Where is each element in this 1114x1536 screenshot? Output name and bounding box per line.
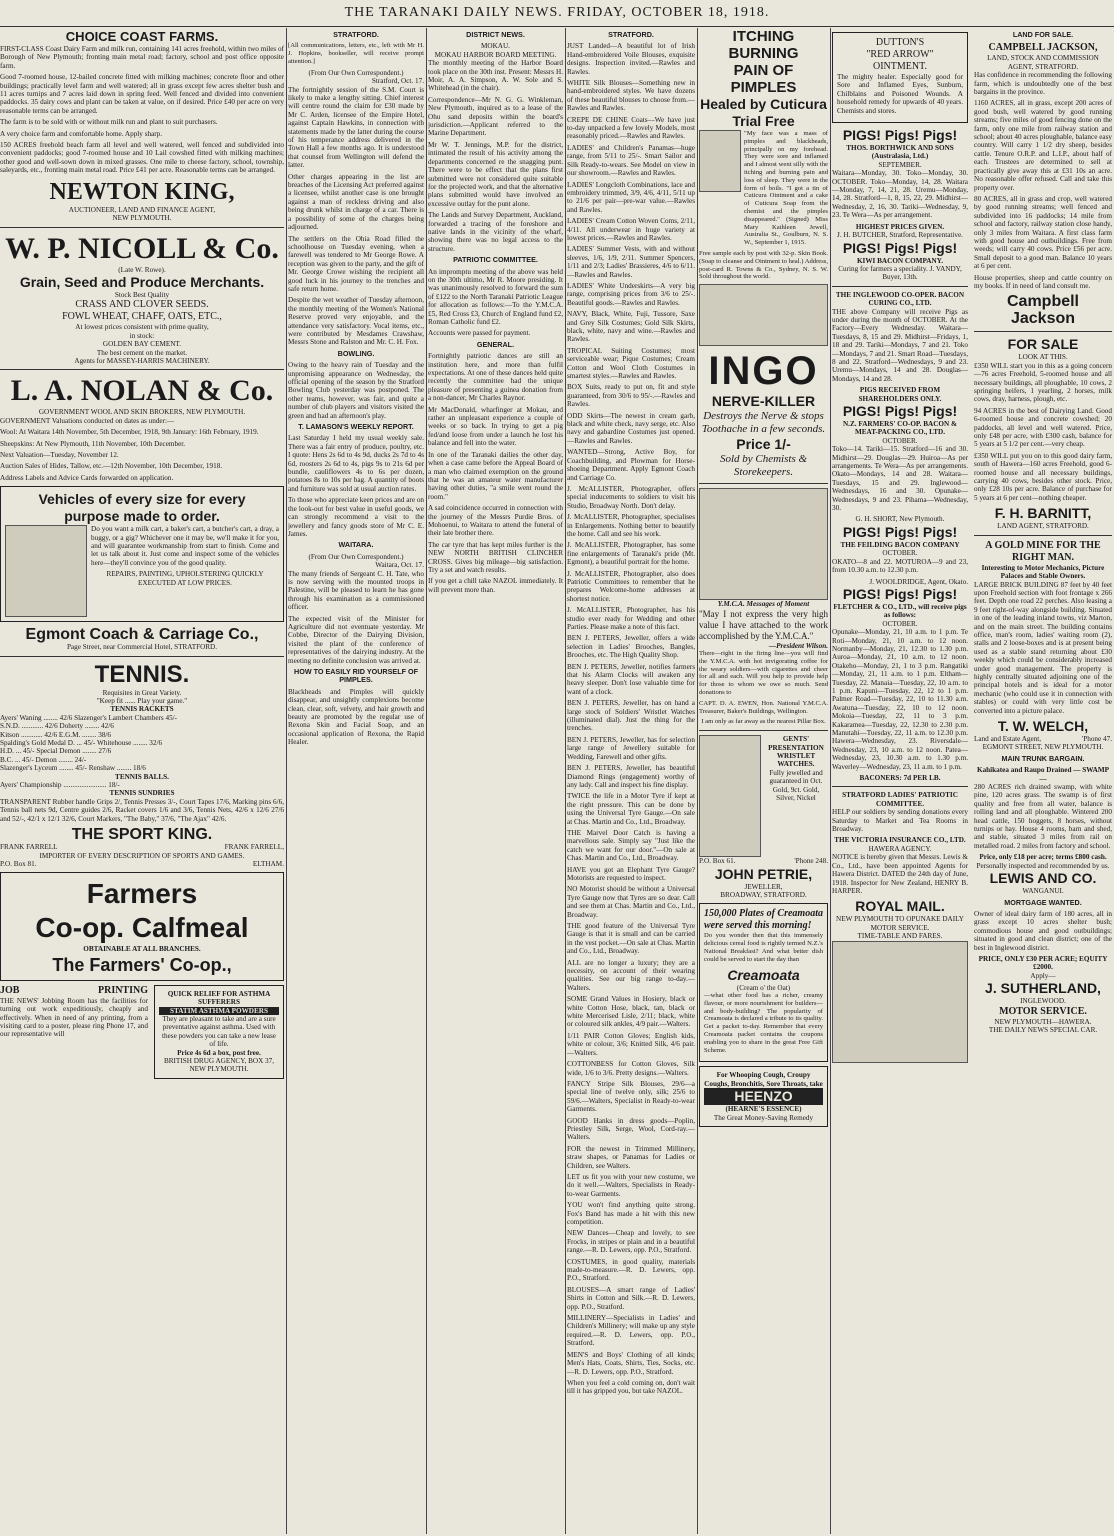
mortgage-price: PRICE, ONLY £30 PER ACRE; EQUITY £2000. [978,954,1108,972]
paragraph: 280 ACRES rich drained swamp, with white pine, 120 acres grass. The swamp is of first quality and free from all water, balance is rolling land and all ploughable. Wintered 200 head cattle, 150 hoggets, 8 horses, without turnips or hay. House 4 rooms, barn and shed, and stable, situated 3 miles from rail on metalled road. 2 miles from factory and school. [974,783,1112,850]
column-rule [426,28,427,1534]
paragraph: Wool: At Waitara 14th November, 5th December, 1918, 9th January: 16th February, 1919. [0,428,259,437]
petrie-name: JOHN PETRIE, [714,865,813,882]
dutton-line: OINTMENT. [873,61,927,72]
feilding-name: THE FEILDING BACON COMPANY [840,540,960,549]
tennis-row: B.C. ... 45/- Demon ........ 24/- [0,755,87,764]
sport-left: FRANK FARRELL [0,843,58,852]
welch-name: T. W. WELCH, [997,718,1089,734]
royal-mail: ROYAL MAIL. [855,898,945,915]
lewis-name: LEWIS AND CO. [989,870,1097,887]
small-ad: NEW Dances—Cheap and lovely, to see Frocks, in stripes or plain and in a beautiful range.—R. D. Lewers, opp. P.O., Stratford. [567,1229,695,1255]
section-heading: GENERAL. [476,339,515,349]
paragraph: Owner of ideal dairy farm of 180 acres, all in grass except 10 acres shelter bush; commodious house and good outbuildings; situated in good and clean district; one of the best in Inglewood district. [974,909,1112,952]
ladies-name: STRATFORD LADIES' PATRIOTIC COMMITTEE. [842,791,958,808]
nicoll-line: Stock Best Quality [114,290,170,299]
petrie-phone: 'Phone 248. [794,857,828,866]
newton-king-town: NEW PLYMOUTH. [112,214,172,223]
small-ad: THE Marvel Door Catch is having a marvellous sale. Simply say "Just like the catch we want for our door."—On sale at Chas. Martin and Co., Ltd., Broadway. [567,828,695,863]
asthma-ad [154,985,284,1079]
paragraph: Mr W. T. Jennings, M.P. for the district, intimated the result of his activity among the departments concerned re the snagging punt. There were to be effect that the plans first submitted were not considered quite suitable for the projected work, and that the alternative plans submitted would have involved an excessive outlay for the punt alone. [428,140,563,208]
gold-mine-sub: Interesting to Motor Mechanics, Picture Palaces and Stable Owners. [981,563,1105,581]
divider [974,331,1112,332]
tennis-row: Slazenger's Lyceum ........ 45/- Renshaw ........ 18/6 [0,764,146,773]
small-ad: TROPICAL Suiting Costumes; most serviceable wear; Pique Costumes; Cream Cotton and Wool Cloth Costumes in smartest styles.—Rawles and Rawles. [567,346,695,381]
paragraph: There—right in the firing line—you will find the Y.M.C.A. with hot invigorating coffee for the weary soldiers—with cigarettes and cheer for all and each. Will you help to provide help for those to whom we owe so much. Send donations to [699,649,828,696]
nz-farmers-name: N.Z. FARMERS' CO-OP. BACON & MEAT-PACKING CO., LTD. [842,420,957,437]
paragraph: Waitara—Monday, 30. Toko—Monday, 30. OCTOBER. Toko—Monday, 14, 28. Waitara—Monday, 7, 14, 21, 28. Uremu—Monday, 14, 28. Stratford—1, 8, 15, 22, 29. Midhirst—Wednesday, 2, 16, 30. Tariki—Wednesday, 9, 23. Te Wera—As per arrangement. [832,169,968,220]
paragraph: £350 WILL start you in this as a going concern—76 acres Freehold, 5-roomed house and all necessary buildings, all ploughable, 10 cows, 2 springing heifers, 1 yearling, 2 horses, milk cows, dray, harness, plough, etc. [974,361,1112,404]
ingo-sold: Sold by Chemists & Storekeepers. [719,453,808,479]
paragraph: Blackheads and Pimples will quickly disappear, and unsightly complexions become clean, clear, soft, velvety, and hair growth and beauty are promoted by the regular use of Rexona Skin and Facial Soap, and an occasional application of Rexona, the Rapid Healer. [288,687,424,747]
paragraph: The farm is to be sold with or without milk run and plant to suit purchasers. [0,118,218,127]
paragraph: —what other food has a richer, creamy flavour, or more nourishment for builders—and body-building? The popularity of Creamoata is declared a tribute to its quality. Get a packet to-day. Remember that every Creamoata packet contains the coupons enabling you to share in the great Free Gift Scheme. [704,991,823,1054]
sport-king: THE SPORT KING. [71,826,213,844]
small-ad: WANTED—Strong, Active Boy, for Coachbuilding, and Plowman for Horse-shoeing Department. Apply Egmont Coach and Carriage Co. [567,448,695,482]
motor-line: THE DAILY NEWS SPECIAL CAR. [988,1025,1098,1034]
asthma-line: QUICK RELIEF FOR ASTHMA SUFFERERS [167,989,271,1007]
paragraph: Accounts were passed for payment. [428,329,531,338]
cj-name: CAMPBELL JACKSON, [988,42,1098,54]
victoria-line: HAWERA AGENCY. [868,844,932,853]
small-ad: LADIES' Cream Cotton Woven Coms, 2/11, 4/11. All underwear in huge variety at lowest prices.—Rawles and Rawles. [567,217,695,242]
asthma-line: BRITISH DRUG AGENCY, BOX 37, NEW PLYMOUTH. [163,1056,275,1074]
vehicles-title: Vehicles of every size for every [38,491,246,508]
divider [0,369,284,370]
small-ad: MEN'S and Boys' Clothing of all kinds; Men's Hats, Coats, Shirts, Ties, Socks, etc.—R. D. Lewers, opp. P.O., Stratford. [567,1350,695,1376]
tennis-row: Kitson ............ 42/6 E.G.M. ........ 38/6 [0,730,112,739]
creamoata-ad [699,903,828,1062]
trunk-heading: MAIN TRUNK BARGAIN. [1001,753,1085,763]
heenzo-line: The Great Money-Saving Remedy [713,1113,814,1122]
cuticura-headline: ITCHING BURNING [728,28,799,62]
small-ad: LADIES' and Children's Panamas—huge range, from 5/11 to 25/-. Smart Sailor and Silk Ready-to-wears. See Model on view in our showroom.—Rawles and Rawles. [567,143,695,178]
pigs-heading: PIGS! Pigs! Pigs! [842,403,958,419]
column-6 [832,28,1112,1534]
paragraph: Last Saturday I held my usual weekly sale. There was a fair entry of produce, poultry, etc. I quote: Hens 2s 6d to 4s 9d, ducks 2s 7d to 4s 6d, roosters 2s 6d to 4s, pigs 9s to 21s 6d per bundle, cauliflowers 4s to 6s per dozen, potatoes 8s to 10s per bag. A quantity of boots and furniture was sold at usual auction rates. [288,434,424,493]
paragraph: The fortnightly session of the S.M. Court is likely to make a lengthy sitting. Chief interest will centre round the claim for £30 made by Mr C. Arden, licensee of the Empire Hotel, against Captain Hawkins, in connection with statements made by the latter during the course of his temperance address delivered in the Town Hall a few months ago. It is understood that counsel from Wellington will defend the latter. [288,85,424,170]
paragraph: 150 ACRES freehold beach farm all level and well watered, well fenced and subdivided into convenient paddocks; good 7-roomed house and 10 Lail cowshed fitted with milking machines; other good and well-sown down in mixed grasses. One mile to cheese factory, school, township, saleyards, etc., fronting main metal road. Price £41 per acre. Reasonable terms can be arranged. [0,141,284,175]
section-heading: BOWLING. [337,348,375,358]
land-heading: LAND FOR SALE. [1012,30,1074,39]
divider [832,786,968,787]
cj-sub: LAND, STOCK AND COMMISSION AGENT, STRATFORD. [987,54,1099,71]
small-ad: J. McALLISTER, Photographer, offers special inducements to soldiers to visit his Studio, Broadway North. Don't delay. [567,484,695,510]
victoria-name: THE VICTORIA INSURANCE CO., LTD. [834,836,966,845]
nicoll-name: W. P. NICOLL & Co. [5,231,279,265]
sport-imp: IMPORTER OF EVERY DESCRIPTION OF SPORTS AND GAMES. [39,851,245,860]
subheading: MOKAU. [481,42,510,51]
small-ad: NAVY, Black, White, Fuji, Tussore, Saxe and Grey Silk Costumes; Gold Silk Skirts, black, white, navy and wine.—Rawles and Rawles. [567,310,695,344]
nicoll-line: The best cement on the market. [96,348,188,357]
paragraph: HELP our soldiers by sending donations every Saturday to Market and Tea Rooms in Broadway. [832,808,968,834]
section-heading: WAITARA. [338,540,374,550]
divider [974,535,1112,536]
small-ad: BEN J. PETERS, Jeweller, has on hand a large stock of Soldiers' Wristlet Watches (illuminated dial). Just the thing for the trenches. [567,699,695,733]
paragraph: THE above Company will receive Pigs as under during the month of OCTOBER. At the Factory—Every Wednesday. Waitara—Tuesdays, 8, 15 and 29. Midhirst—Fridays, 1, 18 and 29. Tariki—Mondays, 7 and 21. Toko—Mondays, 7 and 21. Smart Road—Tuesdays, 8 and 22. Stratford—Wednesdays, 9 and 23. Uremu—Mondays, 14 and 28. Douglas—Mondays, 14 and 28. [832,307,968,383]
borthwick-month: SEPTEMBER. [878,160,922,169]
tennis-row: Spalding's Gold Medal D. ... 45/- Whitehouse ........ 32/6 [0,739,163,748]
small-ad: BEN J. PETERS, Jeweller, notifies farmers that his Alarm Clocks will awaken any heavy sleeper. Don't lose valuable time for want of a clock. [567,662,695,696]
paragraph: Has confidence in recommending the following farm, which is undoubtedly one of the best bargains in the province. [974,71,1112,97]
paragraph: Next Valuation—Tuesday, November 12. [0,450,119,459]
royal-mail-line: NEW PLYMOUTH TO OPUNAKE DAILY MOTOR SERVICE. [836,915,964,932]
section-heading: STRATFORD. [333,30,379,39]
petrie-line: Fully jewelled and guaranteed in Oct. Gold, 9ct. Gold, Silver, Nickel [769,768,823,802]
dutton-line: DUTTON'S [875,37,925,48]
tennis-sundries: TENNIS SUNDRIES [109,789,175,798]
nicoll-sub: (Late W. Rowe). [118,265,166,274]
small-ad: YOU won't find anything quite strong. Fox's Band has made a hit with this new competition. [567,1201,695,1226]
small-ad: THE good feature of the Universal Tyre Gauge is that it is small and can be carried in the vest pocket.—On sale at Chas. Martin and Co., Ltd., Broadway. [567,922,695,956]
small-ad: FOR the newest in Trimmed Millinery, straw shapes, or Panamas for Ladies or Children, see Walters. [567,1144,695,1170]
cuticura-headline: Healed by Cuticura [700,96,827,112]
timetable-table [832,941,968,1063]
heenzo-ad [699,1066,828,1127]
paragraph: The many friends of Sergeant C. H. Tate, who is now serving with the mounted troops in Palestine, will be pleased to learn he has gone through his examination as a commissioned officer. [288,569,424,612]
paragraph: NOTICE is hereby given that Messrs. Lewis & Co., Ltd., have been appointed Agents for Hawera District. DATED the 24th day of June, 1918. Inspector for New Zealand, HENRY B. HARPER. [832,853,968,895]
mortgage-heading: MORTGAGE WANTED. [1004,897,1082,907]
small-ad: LET us fit you with your new costume, we do it well.—Walters, Specialists in Ready-to-wear Garments. [567,1172,695,1198]
small-ad: J. McALLISTER, Photographer, has his studio ever ready for Wedding and other Parties. Please make a note of this fact. [567,606,695,631]
paragraph: LARGE BRICK BUILDING 87 feet by 40 feet upon Freehold section with foot frontage x 266 feet. Depth one road 22 perches. Also leasing a 9 feet right-of-way alongside building. Situated in one of the leading inland towns, viz Marton, and on the main street. The building contains office, man's room, ladies' waiting room (2), stalls and 2 loose-boxes and is at present being used as a stable stand returning about £30 weekly which could be considerably increased under good management. The property is highly centrally situated adjoining one of the principal hotels and is ideal for a motor mechanic (who could use it in connection with stables) or could with very little cost be converted into a picture palace. [974,580,1112,715]
subheading: MOKAU HARBOR BOARD MEETING. [434,50,557,59]
byline: (From Our Own Correspondent.) [308,68,404,77]
kahikatea-price: Price, only £18 per acre; terms £800 cash. [979,853,1107,862]
inglewood-line: PIGS RECEIVED FROM SHAREHOLDERS ONLY. [858,386,942,403]
small-ad: BEN J. PETERS, Jeweller, has beautiful Diamond Rings (engagement) worthy of any lady. Call and inspect his fine display. [567,764,695,789]
column-5 [699,28,828,1534]
pigs-heading: PIGS! Pigs! Pigs! [842,127,958,144]
paragraph: Do you want a milk cart, a baker's cart, a butcher's cart, a dray, a buggy, or a gig? Whichever one it may be, we'll make it for you, and will guarantee workmanship from start to finish. Come and let us talk about it. Just come and inspect some of the vehicles here—they'll convince you of the good quality. [91,525,279,567]
section-heading: PATRIOTIC COMMITTEE. [453,255,538,265]
newton-king-sub: AUCTIONEER, LAND AND FINANCE AGENT, [68,205,216,214]
nz-farmers-month: OCTOBER. [882,436,918,445]
small-ad: TWICE the life in a Motor Tyre if kept at the right pressure. This can be done by using the Universal Tyre Gauge.—On sale at Chas. Martin and Co., Ltd., Broadway. [567,792,695,826]
tennis-rackets: TENNIS RACKETS [110,705,174,714]
small-ad: MILLINERY—Specialists in Ladies' and Children's Millinery; will make up any style required.—R. D. Lewers, opp. P.O., Stratford. [567,1314,695,1348]
paragraph: An impromptu meeting of the above was held on the 30th ultimo, Mr R. Moore presiding. It was unanimously resolved to forward the sum of £122 to the North Taranaki Patriotic League for allocation as follows:—To the Y.M.C.A. £5, Red Cross £3, Church of England fund £2, Roman Catholic fund £2. [428,267,563,326]
pigs-heading: PIGS! Pigs! Pigs! [842,239,958,256]
fletcher-month: OCTOBER. [882,619,918,628]
paragraph: 80 ACRES, all in grass and crop, well watered by good running streams; well fenced and subdivided into 16 paddocks; 14 mile from school and factory, railway station close handy, only 3 miles from Waitara. A first class farm with good house and outbuildings. Free from weeds; will carry 40 cows. Price £56 per acre. Small deposit to a good man. Balance 10 years at 6 per cent. [974,194,1112,271]
sport-box: P.O. Box 81. [0,859,37,868]
borthwick-line: HIGHEST PRICES GIVEN. [855,222,945,231]
sport-right: FRANK FARRELL, [224,843,284,852]
small-ad: 1/11 PAIR Cotton Gloves; English kids, white or colour, 3/6; Knitted Silk, 4/6 pair.—Walters. [567,1031,695,1057]
paragraph: [All communications, letters, etc., left with Mr H. J. Hopkins, bookseller, will receive prompt attention.] [288,42,424,65]
for-sale: FOR SALE [1007,336,1079,353]
nolan-name: L. A. NOLAN & Co. [10,374,274,408]
wristwatch-illustration [699,735,761,857]
paragraph: OKATO—8 and 22. MOTUROA—9 and 23, from 10.30 a.m. to 12.30 p.m. [832,557,968,575]
vehicles-title: purpose made to order. [64,508,220,525]
column-rule [697,28,698,1534]
small-ad: LADIES' Longcloth Combinations, lace and embroidery trimmed, 3/9, 4/6, 4/11, 5/11 up to 21/6 per pair—pre-war value.—Rawles and Rawles. [567,180,695,214]
small-ad: LADIES' Summer Vests, with and without sleeves, 1/6, 1/9, 2/11. Summer Spencers, 1/11 and 2/3; Ladies' Brassieres, 4/6 to 6/11.—Rawles and Rawles. [567,245,695,279]
farmers-ad [0,872,284,980]
divider [832,286,968,287]
paragraph: Free sample each by post with 32-p. Skin Book. (Soap to cleanse and Ointment to heal.) Address, post-card R. Towns & Co., Sydney, N. S. W. Sold throughout the world. [699,249,828,281]
nicoll-line: in stock: [129,331,155,340]
welch-phone: 'Phone 47. [1081,735,1112,743]
ymca-quote: "May I not express the very high value I have attached to the work accomplished by the Y.M.C.A." [699,608,828,641]
nicoll-line: Agents for MASSEY-HARRIS MACHINERY. [74,356,210,365]
wilson-portrait [699,488,828,600]
dateline: Waitara, Oct. 17. [375,561,424,570]
small-ads-list [567,42,695,1395]
farmers-line: Co-op. Calfmeal [35,912,249,944]
paragraph: If you get a chill take NAZOL immediately. It will prevent more than. [428,577,563,594]
divider [0,227,284,228]
column-rule [286,28,287,1534]
heenzo-logo: HEENZO [704,1088,823,1105]
welch-line: EGMONT STREET, NEW PLYMOUTH. [982,743,1104,752]
vehicles-ad [0,486,284,622]
paragraph: 1160 ACRES, all in grass, except 200 acres of good bush, well watered by good running streams; five miles of good fencing done on the farm, only one mile from railway station and school; about 40 acres ploughable, balance easy country. Will carry 1 1/2 dry sheep, besides cattle. Tenure O.R.P. and L.I.P., about half of each. Trustees are determined to sell at practically give away this at £31 10s an acre. No reasonable offer refused. Call and take this property over. [974,99,1112,192]
small-ad: BEN J. PETERS, Jeweller, offers a wide selection in Ladies' Brooches, Bangles, Brooches, etc. The High Quality Shop. [567,634,695,660]
paragraph: FIRST-CLASS Coast Dairy Farm and milk run, containing 141 acres freehold, within two miles of Borough of New Plymouth; fronting main metal road; factory, school and post office opposite farm. [0,45,284,70]
tennis-row: S.N.D. ............ 42/6 Doherty ........ 42/6 [0,722,114,731]
paragraph: CAPT. D. A. EWEN, Hon. National Y.M.C.A. Treasurer, Baker's Buildings, Wellington. [699,699,828,715]
tennis-sub: Requisites in Great Variety. [102,688,182,697]
paragraph: Do you wonder then that this immensely delicious cereal food is rightly termed N.Z.'s National Breakfast? And what better dish could be served to start the day than [704,932,823,963]
asthma-line: They are pleasant to take and are a sure preventative against asthma. Used with these powders you can take a new lease of life. [162,1014,276,1049]
ymca-title: Y.M.C.A. Messages of Moment [717,600,810,609]
farmers-line: Farmers [86,878,198,910]
gold-mine: A GOLD MINE FOR THE RIGHT MAN. [985,539,1101,563]
paragraph: Despite the wet weather of Tuesday afternoon, the monthly meeting of the Women's National Reserve proved very enjoyable, and the attendance very satisfactory. Vocal items, etc., were contributed by Mesdames Crawshaw, Messrs Stone and Ralston and Mr. C. H. Fox. [288,296,424,347]
paragraph: The Lands and Survey Department, Auckland, forwarded a tracing of the foreshore and native lands in the vicinity of the wharf, showing there was no legal access to the structure. [428,211,563,253]
small-ad: COSTUMES, in good quality, materials made-to-measure.—R. D. Lewers, opp. P.O., Stratford. [567,1257,695,1283]
small-ad: COTTONBESS for Cotton Gloves, Silk wide, 1/6 to 3/6. Pretty designs.—Walters. [567,1060,695,1077]
tennis-title: TENNIS. [94,660,190,688]
paragraph: To those who appreciate keen prices and are on the look-out for best value in useful goods, we can strongly recommend a visit to the jewellery and fancy goods store of Mr C. E. James. [288,496,424,538]
paragraph: The mighty healer. Especially good for Sore and Inflamed Eyes, Sunburn, Chilblains and Poisoned Wounds. A household remedy for upwards of 40 years. Chemists and stores. [837,73,963,115]
job-printing: PRINTING [97,984,148,996]
paragraph: Toko—14. Tariki—15. Stratford—16 and 30. Midhirst—29. Douglas—29. Huiroa—As per arrangements. Te Wera—As per arrangements. Okato—Mondays, 14 and 28. Waitara—Tuesdays, 15 and 29. Inglewood—Wednesdays, 16 and 30. Opunake—Wednesdays, 9 and 23. Pihama—Wednesday, 30. [832,445,968,513]
byline: (From Our Own Correspondent.) [308,552,404,561]
paragraph: In one of the Taranaki dailies the other day, when a case came before the Appeal Board of a man who claimed exemption on the ground that he was an amateur water manufacturer having other duties, "a smile went round the room." [428,450,563,501]
motor-service: MOTOR SERVICE. [999,1005,1087,1017]
royal-mail-line: TIME-TABLE AND FARES. [857,932,943,941]
small-ad: BOX Suits, ready to put on, fit and style guaranteed, from 30/6 to 95/-.—Rawles and Rawles. [567,383,695,409]
small-ad: NO Motorist should be without a Universal Tyre Gauge now that Tyres are so dear. Call and see them at Chas. Martin and Co., Ltd., Broadway. [567,885,695,919]
paragraph: "My face was a mass of pimples and blackheads, principally on my forehead. They were sore and inflamed and I almost went silly with the itching and burning pain and loss of sleep. They were in the form of boils. "I got a tin of Cuticura Ointment and a cake of Cuticura Soap from the chemist and the pimples disappeared." (Signed) Miss Mary Kathleen Jewell, Australia St., Goulburn, N. S. W., September 1, 1915. [744,130,828,247]
petrie-line: GENTS' PRESENTATION WRISTLET WATCHES. [768,735,824,769]
small-ad: LADIES' White Underskirts—A very big range, comprising prices from 3/6 to 25/-. Beautiful goods.—Rawles and Rawles. [567,281,695,307]
small-ad: ODD Skirts—The newest in cream garb, black and white check, navy serge, etc. Also navy and gabardine Costumes just opened.—Rawles and Rawles. [567,411,695,445]
small-ad: BLOUSES—A smart range of Ladies' Shirts in Cotton and Silk.—R. D. Lewers, opp. P.O., Stratford. [567,1285,695,1311]
barnitt-name: F. H. BARNITT, [994,505,1092,522]
motor-line: NEW PLYMOUTH—HAWERA. [994,1017,1092,1026]
paragraph: TRANSPARENT Rubber handle Grips 2/, Tennis Presses 3/-, Court Tapes 17/6, Marking pins 6/6, Tennis ball nets 9d, Centre guides 2/6, Racket covers 1/6 and 3/6, Tennis Nets, 42/6 x 12/6 27/6 and 52/-, 42/1 x 12/1 32/6, Court Markers, "The Baby," 37/6, "The Ajax" 42/6. [0,797,284,823]
cj-logo: Campbell Jackson [1006,293,1079,328]
farmers-line: The Farmers' Co-op., [52,954,232,975]
petrie-sub: JEWELLER, [744,882,783,891]
sutherland-town: INGLEWOOD. [1020,997,1066,1006]
paragraph: A very choice farm and comfortable home. Apply sharp. [0,129,163,138]
column-2 [288,28,424,1534]
small-ad: SOME Grand Values in Hosiery, black or white Cotton Hose, black, tan, black or white Mercerised Lisle, 2/11; black, white or coloured silk ankles, 4/9 pair.—Walters. [567,995,695,1029]
kahikatea-heading: Kahikatea and Raupo Drained — SWAMP — [977,766,1109,783]
inglewood-name: THE INGLEWOOD CO-OPER. BACON CURING CO., LTD. [835,290,965,308]
paragraph: House properties, sheep and cattle country on my books. If in need of land consult me. [974,273,1112,290]
paragraph: Sheepskins: At New Plymouth, 11th November, 10th December. [0,439,186,448]
carriage-illustration [5,525,87,617]
paragraph: £350 WILL put you on to this good dairy farm, south of Hawera—160 acres Freehold, good 6-roomed house and all necessary buildings, carrying 40 cows, besides other stock. Price, only £28 10s per acre. Balance of purchase for 5 years at 6 per cent—nothing cheaper. [974,451,1112,502]
paragraph: Fortnightly patriotic dances are still an institution here, and more than fulfil expectations. At one of these dances held quite recently the committee had the unique pleasure of presenting a guinea donation from a non-dancer, Mr Charles Raynor. [428,352,563,403]
lewis-town: WANGANUI. [1022,887,1064,896]
paragraph: The monthly meeting of the Harbor Board took place on the 30th inst. Present: Messrs H. Moir, A. A. Simpson, A. W. Sole and S. Whitehead (in the chair). [428,59,563,93]
creamoata-logo: Creamoata [727,966,800,983]
borthwick-line: J. H. BUTCHER, Stratford, Representative. [837,231,963,240]
small-ad: CREPE DE CHINE Coats—We have just to-day unpacked a few lovely Models, most reasonably priced.—Rawles and Rawles. [567,115,695,141]
nicoll-line: FOWL WHEAT, CHAFF, OATS, ETC., [62,311,222,323]
section-heading: STRATFORD. [608,30,654,39]
paragraph: Good 7-roomed house, 12-bailed concrete fitted with milking machines; concrete floor and other buildings; practically level farm and well watered; all in grass except few acres shelter bush and 11 acres turnips and 7 acres laid down in spring feed. Well fenced and divided into convenient paddocks. 35 dairy cows and plant can be taken at value, on if desired. Price £40 per acre on very reasonable terms can be arranged. [0,73,284,115]
small-ad: BEN J. PETERS, Jeweller, has for selection large range of Jewellery suitable for Wedding, Farewell and other gifts. [567,735,695,761]
small-ad: When you feel a cold coming on, don't wait till it has gripped you, but take NAZOL. [567,1378,695,1396]
divider [0,656,284,657]
column-6-left [832,28,968,1063]
nicoll-line: At lowest prices consistent with prime quality, [75,323,209,332]
asthma-line: STATIM ASTHMA POWDERS [159,1007,279,1015]
tennis-balls: TENNIS BALLS. [115,772,169,781]
section-heading: DISTRICT NEWS. [466,30,525,39]
paragraph: The settlers on the Ohia Road filled the schoolhouse on Tuesday evening, when a farewell was tendered to Mr George Rowe. A reception was given to the party, and the gift of Mr. George Crowe wishing the recipient all good luck in his journey to the trenches and safe return home. [288,234,424,293]
ingo-logo: INGO [708,349,819,394]
dateline: Stratford, Oct. 17. [371,77,424,86]
dutton-ad [832,32,968,123]
divider [699,730,828,731]
dutton-line: "RED ARROW" [866,49,934,60]
tennis-row: H.D. ... 45/- Special Demon ........ 27/6 [0,747,112,756]
creamoata-head: 150,000 Plates of Creamoata were served this morning! [704,908,823,932]
paragraph: Opunake—Monday, 21, 10 a.m. to 1 p.m. Te Roti—Monday, 21, 10 a.m. to 12 noon. Normanby—Monday, 21, 12.30 to 1.30 p.m. Auroa—Monday, 21, 10 a.m. to 12 noon. Otakeho—Monday, 21, 1 to 3 p.m. Rangatiki—Monday, 21, 11 a.m. to 1 p.m. Eltham—Tuesday, 22. Manaia—Tuesday, 22, 10 a.m. to 1 p.m. Kapuni—Tuesday, 22, 12 to 1 p.m. Palmer Road—Tuesday, 22, 10 to 11.30 a.m. Awatuna—Tuesday, 22, 10 to 12 noon. Mokoia—Tuesday, 22, 11 to 3 p.m. Kakaramea—Tuesday, 22, 12.30 to 2.30 p.m. Manutahi—Tuesday, 22, 11 a.m. to 12.30 p.m. Hawera—Wednesday, 23. Riversdale—Wednesday, 23, 10 a.m. to 12 noon. Patea—Wednesday, 23, 10.30 a.m. to 1.30 p.m. Waverley—Wednesday, 23, 11 a.m. to 1 p.m. [832,628,968,771]
newton-king-name: NEWTON KING, [49,178,235,205]
cuticura-headline: Trial Free [732,113,795,129]
tennis-row: Ayers' Waning ........ 42/6 Slazenger's Lambert Chambers 45/- [0,713,178,722]
portrait-illustration [699,130,741,192]
paragraph: The expected visit of the Minister for Agriculture did not eventuate yesterday. Mr Cobbe, Director of the Dairying Division, visited the plant of the conference of representatives of the dairying industry. At the meeting no definite conclusion was arrived at. [288,614,424,665]
small-ad: GOOD Hanks in dress goods—Poplin, Priestley Silk, Serge, Wool, Cord-ray.—Walters. [567,1116,695,1142]
ingo-sub: NERVE-KILLER [711,393,816,410]
small-ad: JUST Landed—A beautiful lot of Irish Hand-embroidered Voile Blouses, exquisite designs. Inspection invited.—Rawles and Rawles. [567,42,695,76]
mortgage-apply: Apply— [1030,971,1056,980]
column-1 [0,28,284,1534]
paragraph: REPAIRS, PAINTING, UPHOLSTERING QUICKLY EXECUTED AT LOW PRICES. [106,570,264,587]
paragraph: Mr MacDonald, wharfinger at Mokau, and rather an unpleasant experience a couple of weeks or so back. In trying to get a pig fed/and loose from under a launch he lost his balance and fell into the water. [428,405,563,448]
small-ad: WHITE Silk Blouses—Something new in hand-embroidered styles. We have dozens of these beautiful blouses to choose from.—Rawles and Rawles. [567,79,695,113]
kiwi-name: KIWI BACON COMPANY. [856,256,944,265]
paragraph: 94 ACRES in the best of Dairying Land. Good 6-roomed house and concrete cowshed; 20 paddocks, all level and well watered. Price, only £48 per acre, with £300 cash, balance for 5 years at 5 1/2 per cent.—very cheap. [974,406,1112,449]
fletcher-name: FLETCHER & CO., LTD., will receive pigs as follows: [833,602,967,620]
barnitt-sub: LAND AGENT, STRATFORD. [997,522,1089,531]
nicoll-line: CRASS AND CLOVER SEEDS. [75,299,209,311]
ingo-slogan: Destroys the Nerve & stops Toothache in a few seconds. [701,410,826,436]
ingo-price: Price 1/- [736,436,791,453]
for-sale-sub: LOOK AT THIS. [1018,353,1068,362]
petrie-box: P.O. Box 61. [699,857,736,866]
sport-town: ELTHAM. [252,859,284,868]
farms-title: CHOICE COAST FARMS. [65,29,219,44]
paragraph: THE NEWS' Jobbing Room has the facilities for turning out work expeditiously, cheaply and effectively. When in need of any printing, from a visiting card to a poster, please ring Phone 17, and our representative will [0,996,148,1039]
paragraph: Address Labels and Advice Cards forwarded on application. [0,473,174,482]
section-heading: T. LAMASON'S WEEKLY REPORT. [298,422,414,432]
nz-farmers-line: G. H. SHORT, New Plymouth. [855,515,945,524]
job-printing: JOB [0,984,20,996]
heenzo-line: (HEARNE'S ESSENCE) [725,1105,802,1114]
child-illustration [699,284,828,346]
welch-line: Land and Estate Agent, [974,735,1042,743]
feilding-line: J. WOOLDRIDGE, Agent, Okato. [869,577,968,586]
divider [699,483,828,484]
paragraph: Owing to the heavy rain of Tuesday and the unpromising appearance on Wednesday, the official opening of the season by the Stratford Bowling Club yesterday was postponed. The other teams, however, was fair, and quite a number of club players and visitors visited the green and had an afternoon's play. [288,361,424,420]
creamoata-sub: (Cream o' the Oat) [736,983,791,992]
paragraph: Other charges appearing in the list are breaches of the Licensing Act preferred against a licensee, whilst another case is one brought against a man of reckless driving and also being drunk whilst in charge of a car. There is a possibility of some of the charges being adjourned. [288,172,424,232]
column-rule [830,28,831,1534]
borthwick-name: THOS. BORTHWICK AND SONS (Australasia, Ltd.) [846,144,954,161]
sutherland-name: J. SUTHERLAND, [985,980,1101,997]
column-4 [567,28,695,1534]
paragraph: I am only as far away as the nearest Pillar Box. [701,718,826,726]
column-3 [428,28,563,1534]
kahikatea-line: Personally inspected and recommended by us. [976,861,1110,870]
small-ad: J. McALLISTER, Photographer, also does Patriotic Committees to remember that he prepares Welcome-home addresses at shortest notice. [567,569,695,603]
kiwi-line: Curing for farmers a speciality. J. VANDY, Buyer, 13th. [838,264,962,282]
masthead: THE TARANAKI DAILY NEWS. FRIDAY, OCTOBER 18, 1918. [0,0,1114,27]
tennis-slogan: "Keep fit ...... Play your game." [96,697,188,705]
fletcher-line: BACONERS: 7d PER LB. [859,774,941,783]
paragraph: Correspondence—Mr N. G. G. Winkleman, New Plymouth, inquired as to a lease of the Ohu sand deposits within the board's jurisdiction.—Applicant referred to the Marine Department. [428,95,563,138]
small-ad: J. McALLISTER, Photographer, has some fine enlargements of Taranaki's pride (Mt. Egmont), a beautiful portrait for the home. [567,541,695,567]
feilding-month: OCTOBER. [882,549,918,558]
paragraph: GOVERNMENT Valuations conducted on dates as under:— [0,416,175,425]
pigs-heading: PIGS! Pigs! Pigs! [842,523,958,540]
ymca-by: —President Wilson. [768,641,828,650]
paragraph: The car tyre that has kept miles further is the NEW NORTH BRITISH CLINCHER CROSS. Gives big mileage—big satisfaction. Try a set and watch results. [428,540,563,574]
tennis-row: Ayers' Championship ........................ 18/- [0,781,120,790]
asthma-line: Price 4s 6d a box, post free. [177,1048,261,1057]
egmont-addr: Page Street, near Commercial Hotel, STRATFORD. [66,643,218,652]
paragraph: A sad coincidence occurred in connection with the journey of the Messrs Purdie Bros. of Mohoenui, to Waitara to attend the funeral of their late brother there. [428,504,563,538]
small-ad: FANCY Stripe Silk Blouses, 29/6—a special line of twelve only, silk; 25/6 to 59/6.—Walters, Specialist in Ready-to-wear Garments. [567,1079,695,1114]
small-ad: ALL are no longer a luxury; they are a necessity, on account of their wearing qualities. See our big range to-day.—Walters. [567,958,695,992]
small-ad: J. McALLISTER, Photographer, specialises in Enlargements. Nothing better to beautify the home. Call and see his work. [567,513,695,538]
nolan-sub: GOVERNMENT WOOL AND SKIN BROKERS, NEW PLYMOUTH. [38,408,246,417]
cuticura-headline: PAIN OF PIMPLES [730,62,797,96]
section-heading: HOW TO EASILY RID YOURSELF OF PIMPLES. [294,667,418,685]
petrie-addr: BROADWAY, STRATFORD. [720,890,807,899]
paragraph: Auction Sales of Hides, Tallow, etc.—12th November, 10th December, 1918. [0,462,223,471]
small-ad: HAVE you got an Elephant Tyre Gauge? Motorists are requested to inspect. [567,865,695,882]
egmont-name: Egmont Coach & Carriage Co., [25,626,259,644]
nicoll-line: GOLDEN BAY CEMENT. [102,340,182,349]
pigs-heading: PIGS! Pigs! Pigs! [842,585,958,602]
heenzo-line: For Whooping Cough, Croupy Coughs, Bronchitis, Sore Throats, take [704,1071,823,1088]
column-rule [565,28,566,1534]
nicoll-trade: Grain, Seed and Produce Merchants. [19,273,265,290]
farmers-line: OBTAINABLE AT ALL BRANCHES. [83,945,201,954]
column-6-right [974,28,1112,1063]
